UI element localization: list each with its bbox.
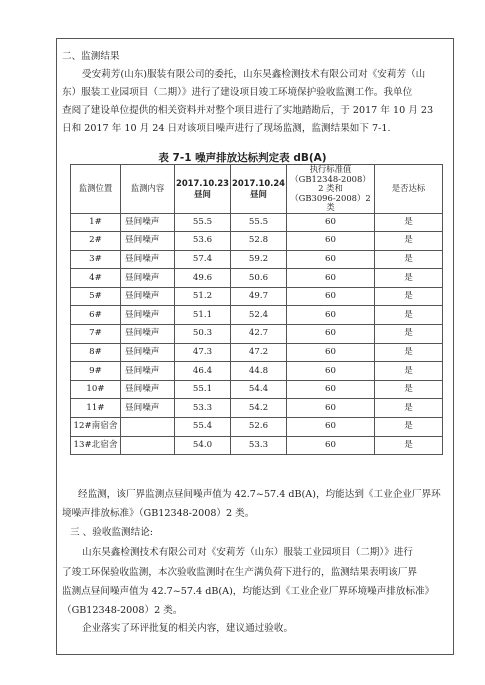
table-cell: 6# — [71, 306, 121, 325]
table-cell: 昼间噪声 — [121, 380, 175, 399]
table-cell: 2# — [71, 232, 121, 251]
header-date1: 2017.10.23 昼间 — [175, 165, 231, 214]
table-cell: 昼间噪声 — [121, 213, 175, 232]
para2-line1: 经监测，该厂界监测点昼间噪声值为 42.7~57.4 dB(A)，均能达到《工业企业厂界环 — [78, 489, 441, 500]
table-cell: 昼间噪声 — [121, 362, 175, 381]
table-cell: 昼间噪声 — [121, 325, 175, 344]
table-cell: 是 — [375, 306, 443, 325]
table-row — [71, 287, 443, 306]
table-cell: 54.0 — [175, 436, 231, 455]
table-cell: 是 — [375, 399, 443, 418]
table-cell: 52.8 — [231, 232, 287, 251]
table-row — [71, 399, 443, 418]
table-cell: 60 — [287, 343, 375, 362]
table-cell: 54.2 — [231, 399, 287, 418]
table-row — [71, 250, 443, 269]
para1-line4: 日和 2017 年 10 月 24 日对该项目噪声进行了现场监测，监测结果如下 7-1. — [62, 123, 391, 134]
table-cell: 是 — [375, 380, 443, 399]
table-cell: 9# — [71, 362, 121, 381]
section-heading-conclusion: 三 、验收监测结论: — [70, 527, 154, 538]
table-cell: 昼间噪声 — [121, 250, 175, 269]
para4: 企业落实了环评批复的相关内容，建议通过验收。 — [82, 623, 294, 634]
para1-line3: 查阅了建设单位提供的相关资料并对整个项目进行了实地踏勘后，于 2017 年 10 月 23 — [62, 105, 434, 116]
table-cell: 3# — [71, 250, 121, 269]
table-cell: 1# — [71, 213, 121, 232]
para1-line1: 受安莉芳(山东)服装有限公司的委托，山东昊鑫检测技术有限公司对《安莉芳（山 — [82, 69, 426, 80]
table-cell: 昼间噪声 — [121, 306, 175, 325]
table-cell: 49.6 — [175, 269, 231, 288]
table-cell: 是 — [375, 287, 443, 306]
table-row — [71, 362, 443, 381]
table-cell: 8# — [71, 343, 121, 362]
table-cell: 60 — [287, 362, 375, 381]
table-cell: 是 — [375, 362, 443, 381]
noise-table — [70, 164, 443, 455]
para3-line1: 山东昊鑫检测技术有限公司对《安莉芳（山东）服装工业园项目（二期）》进行 — [82, 547, 413, 558]
table-cell: 53.3 — [175, 399, 231, 418]
table-cell: 59.2 — [231, 250, 287, 269]
table-cell: 55.4 — [175, 418, 231, 437]
table-cell: 60 — [287, 380, 375, 399]
table-cell: 13#北宿舍 — [71, 436, 121, 455]
table-cell: 10# — [71, 380, 121, 399]
table-row — [71, 306, 443, 325]
table-cell: 是 — [375, 232, 443, 251]
table-cell: 60 — [287, 306, 375, 325]
table-cell: 53.6 — [175, 232, 231, 251]
table-cell: 是 — [375, 250, 443, 269]
table-cell: 是 — [375, 269, 443, 288]
table-cell — [121, 436, 175, 455]
table-cell: 53.3 — [231, 436, 287, 455]
table-cell: 52.6 — [231, 418, 287, 437]
table-cell: 是 — [375, 436, 443, 455]
table-row — [71, 232, 443, 251]
table-cell: 50.6 — [231, 269, 287, 288]
table-cell: 昼间噪声 — [121, 287, 175, 306]
para3-line3: 监测点昼间噪声值为 42.7~57.4 dB(A)，均能达到《工业企业厂界环境噪声排放标准》 — [62, 586, 435, 597]
table-cell: 昼间噪声 — [121, 399, 175, 418]
table-cell: 57.4 — [175, 250, 231, 269]
header-standard: 执行标准值 （GB12348-2008） 2 类和 （GB3096-2008）2 类 — [287, 165, 375, 214]
table-header-row — [71, 165, 443, 214]
table-cell: 55.1 — [175, 380, 231, 399]
para3-line2: 了竣工环保验收监测，本次验收监测时在生产满负荷下进行的，监测结果表明该厂界 — [62, 567, 417, 578]
table-cell: 51.1 — [175, 306, 231, 325]
table-cell: 50.3 — [175, 325, 231, 344]
table-row — [71, 343, 443, 362]
table-cell: 55.5 — [175, 213, 231, 232]
table-cell: 5# — [71, 287, 121, 306]
para1-line2: 东）服装工业园项目（二期）》进行了建设项目竣工环境保护验收监测工作。我单位 — [62, 87, 413, 98]
table-cell: 7# — [71, 325, 121, 344]
table-cell: 昼间噪声 — [121, 232, 175, 251]
table-cell: 是 — [375, 213, 443, 232]
section-heading-results: 二、监测结果 — [62, 51, 120, 62]
table-row — [71, 269, 443, 288]
table-cell: 11# — [71, 399, 121, 418]
table-cell: 46.4 — [175, 362, 231, 381]
para2-line2: 境噪声排放标准》（GB12348-2008）2 类。 — [62, 508, 255, 519]
table-cell: 51.2 — [175, 287, 231, 306]
table-cell: 54.4 — [231, 380, 287, 399]
table-cell: 47.2 — [231, 343, 287, 362]
header-location: 监测位置 — [71, 165, 121, 214]
table-cell: 60 — [287, 418, 375, 437]
table-cell: 60 — [287, 213, 375, 232]
table-cell: 是 — [375, 343, 443, 362]
para3-line4: （GB12348-2008）2 类。 — [62, 605, 183, 616]
header-content: 监测内容 — [121, 165, 175, 214]
table-cell: 60 — [287, 325, 375, 344]
table-cell: 4# — [71, 269, 121, 288]
table-cell: 昼间噪声 — [121, 269, 175, 288]
table-row — [71, 380, 443, 399]
header-date2: 2017.10.24 昼间 — [231, 165, 287, 214]
table-cell: 47.3 — [175, 343, 231, 362]
table-row — [71, 325, 443, 344]
table-cell: 60 — [287, 250, 375, 269]
table-cell: 55.5 — [231, 213, 287, 232]
table-cell: 60 — [287, 436, 375, 455]
table-cell — [121, 418, 175, 437]
table-row — [71, 436, 443, 455]
table-cell: 42.7 — [231, 325, 287, 344]
table-row — [71, 418, 443, 437]
table-cell: 44.8 — [231, 362, 287, 381]
table-cell: 52.4 — [231, 306, 287, 325]
table-cell: 60 — [287, 399, 375, 418]
table-cell: 60 — [287, 232, 375, 251]
table-cell: 是 — [375, 418, 443, 437]
table-row — [71, 213, 443, 232]
table-cell: 是 — [375, 325, 443, 344]
table-title: 表 7-1 噪声排放达标判定表 dB(A) — [158, 152, 327, 164]
header-compliant: 是否达标 — [375, 165, 443, 214]
table-cell: 60 — [287, 287, 375, 306]
table-cell: 49.7 — [231, 287, 287, 306]
table-cell: 60 — [287, 269, 375, 288]
table-cell: 12#南宿舍 — [71, 418, 121, 437]
table-cell: 昼间噪声 — [121, 343, 175, 362]
